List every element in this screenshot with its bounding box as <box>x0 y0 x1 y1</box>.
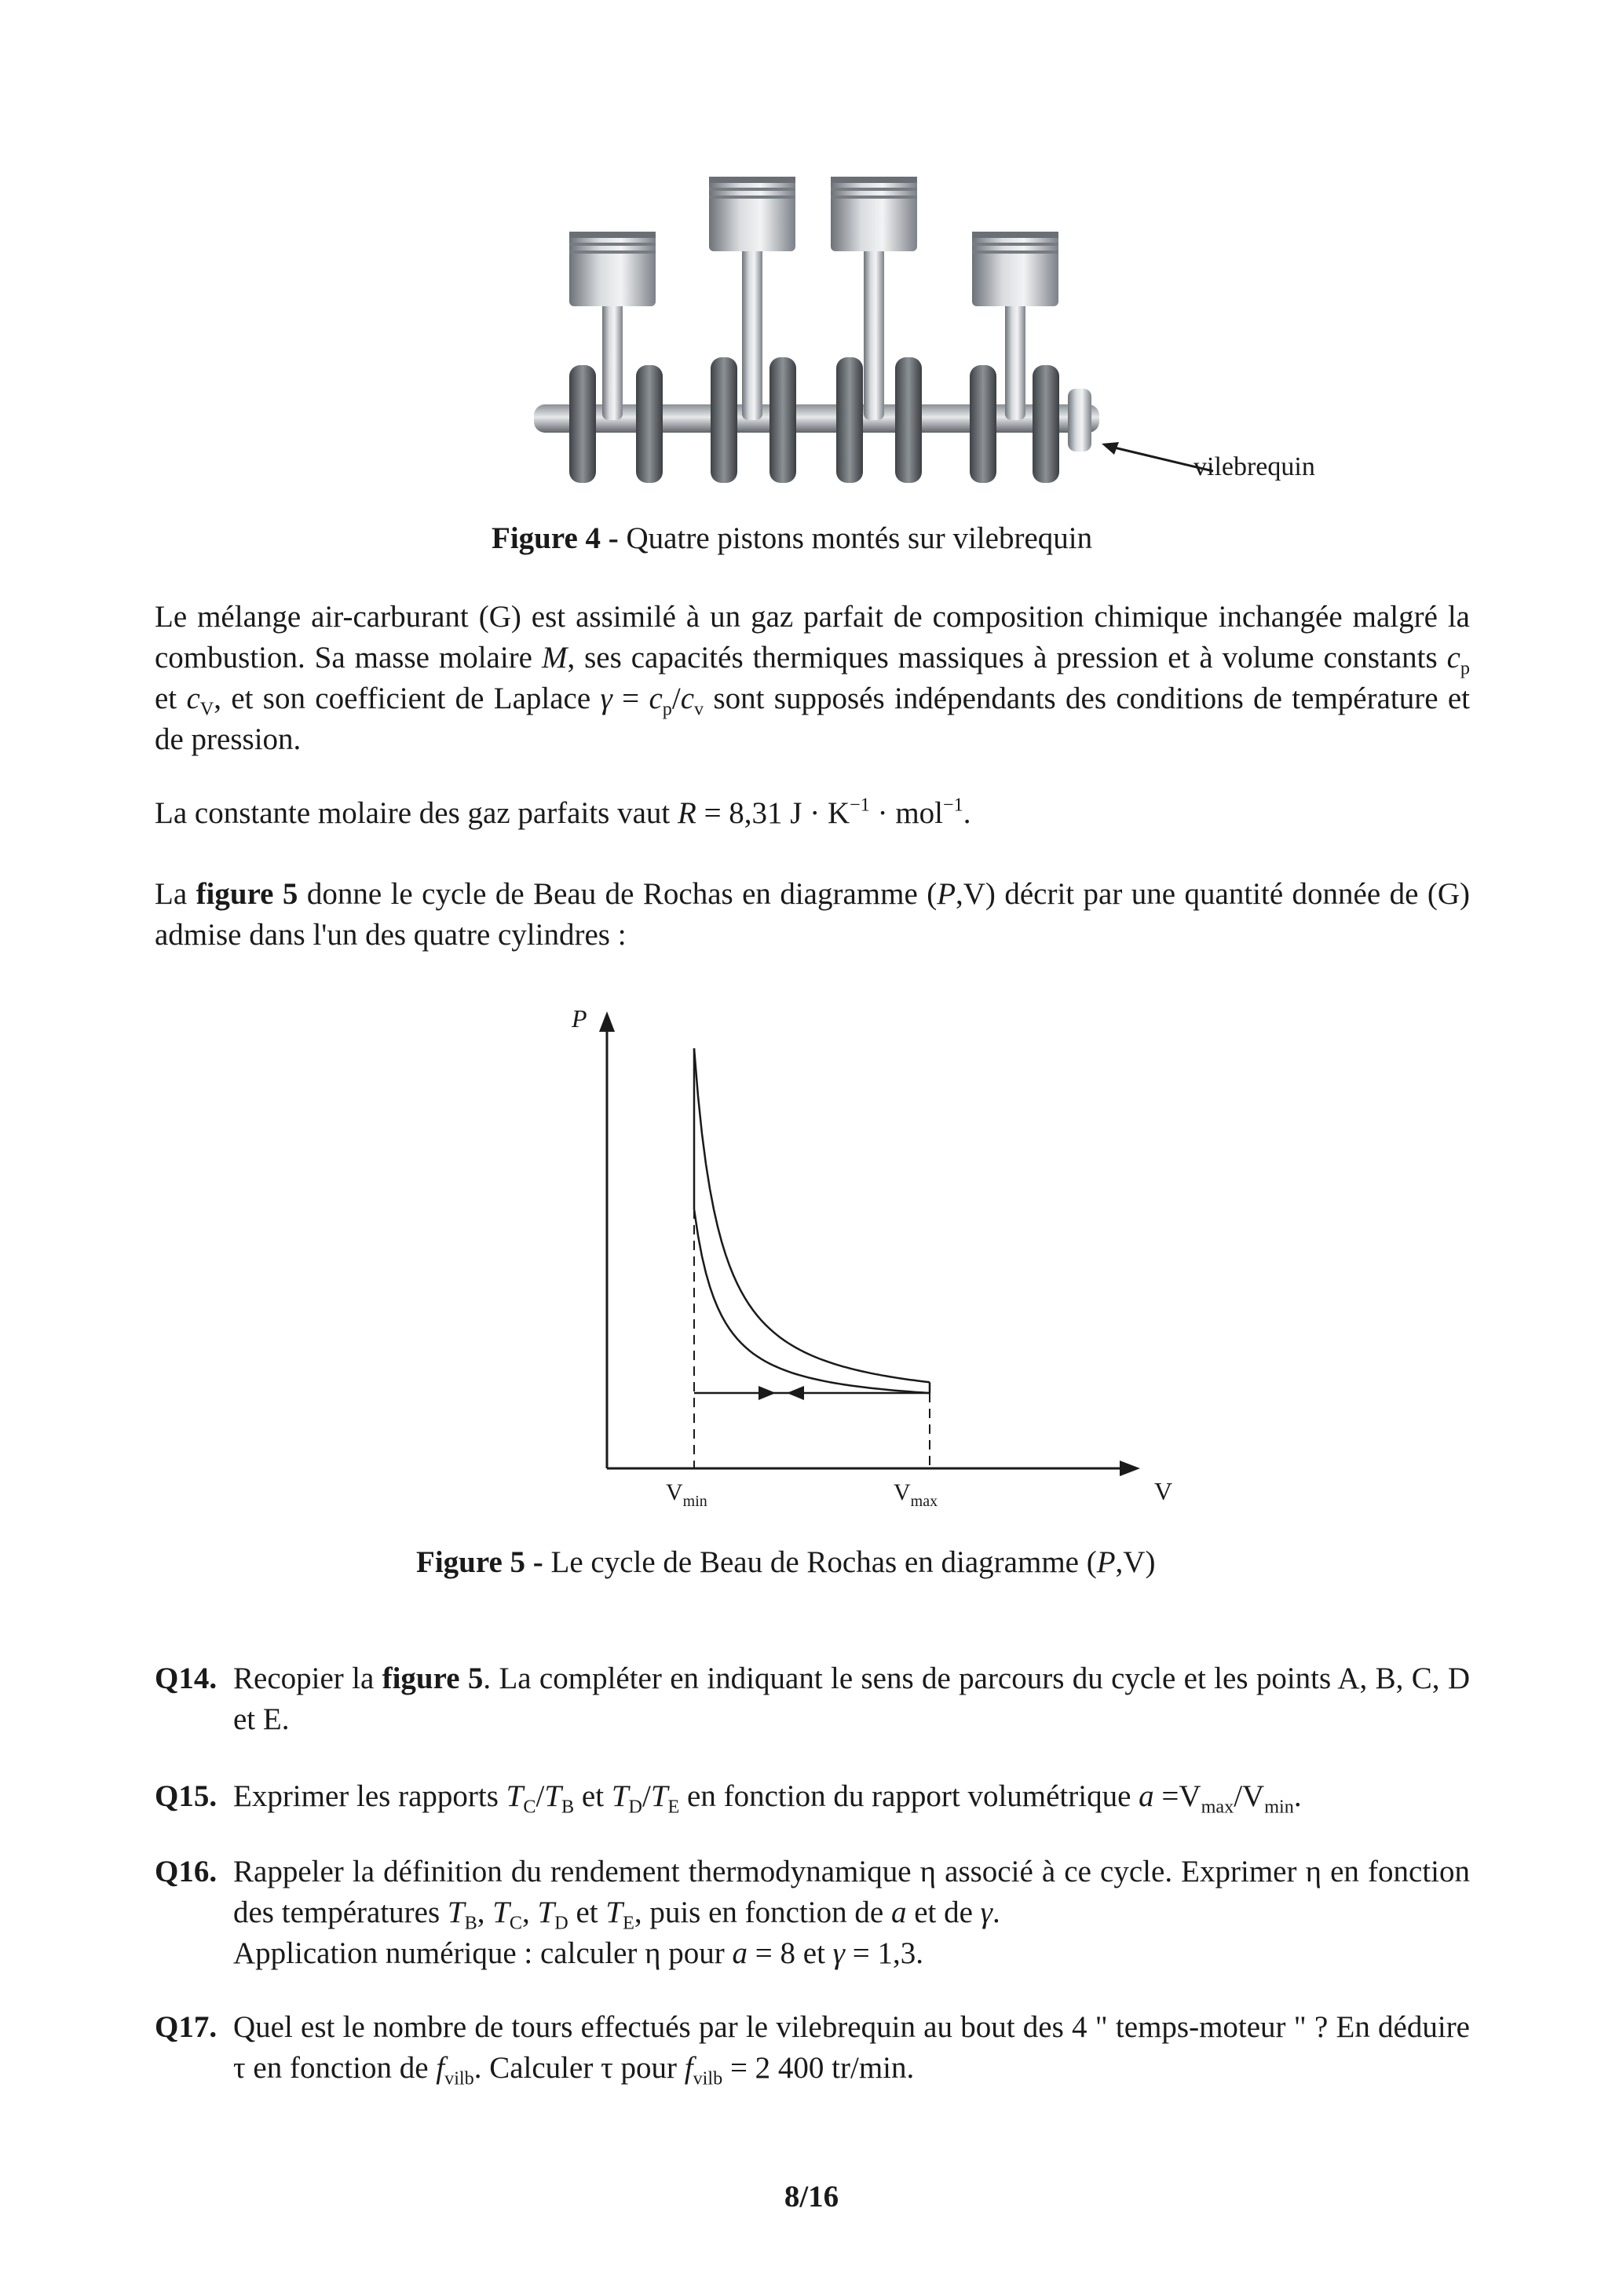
paragraph-gas-constant: La constante molaire des gaz parfaits vaut R = 8,31 $J \cdot K^{-1} \cdot mol^{-1}$. <box>155 794 971 830</box>
question-label: Q17. <box>155 2010 217 2044</box>
connecting-rods <box>602 216 1025 420</box>
chart-axes <box>599 1011 1140 1476</box>
chart-labels <box>571 1004 1172 1510</box>
question-label: Q16. <box>155 1855 217 1888</box>
y-axis-arrowhead <box>599 1011 615 1032</box>
pv-diagram <box>550 997 1178 1523</box>
upper-adiabatic-curve <box>694 1048 930 1382</box>
question-q16: Q16. Rappeler la définition du rendement thermodynamique η associé à ce cycle. Exprimer η en fonction des températures $T_B$, $T_C$, $T_D$ et $T_E$, puis en fonction de a et de γ. Application numérique : calculer η pour a = 8 et γ = 1,3. <box>155 1852 1470 1974</box>
pistons <box>569 177 1058 306</box>
figure4-caption-text: Quatre pistons montés sur vilebrequin <box>618 521 1093 555</box>
question-label: Q15. <box>155 1779 217 1813</box>
figure4-label: Figure 4 - <box>492 521 619 555</box>
x-axis-arrowhead <box>1120 1461 1140 1476</box>
tick-label-vmin-sub: min <box>682 1493 707 1510</box>
question-q17: Q17. Quel est le nombre de tours effectués par le vilebrequin au bout des 4 " temps-moteur " ? En déduire τ en fonction de $f_{vilb}$. Calculer τ pour $f_{vilb} = 2$ 400 tr/min. <box>155 2007 1470 2089</box>
y-axis-label: P <box>572 1004 587 1033</box>
page-number: 8/16 <box>784 2180 839 2214</box>
lower-adiabatic-curve <box>694 1209 930 1393</box>
question-label: Q14. <box>155 1662 217 1695</box>
isobar-arrow-right <box>758 1386 776 1400</box>
paragraph-figure5-intro: La figure 5 donne le cycle de Beau de Rochas en diagramme (P,V) décrit par une quantité donnée de (G) admise dans l'un des quatre cylindres : <box>155 877 1470 952</box>
chart-curves <box>694 1048 930 1468</box>
figure5-label: Figure 5 - <box>416 1545 543 1579</box>
question-q14: Q14. Recopier la figure 5. La compléter en indiquant le sens de parcours du cycle et les points A, B, C, D et E. <box>155 1658 1470 1740</box>
isobar-arrow-left <box>787 1386 804 1400</box>
flange <box>1068 389 1091 452</box>
figure5-caption: Figure 5 - Le cycle de Beau de Rochas en diagramme (P,V) <box>416 1545 1156 1579</box>
x-axis-label: V <box>1154 1477 1173 1505</box>
tick-label-vmax: $V_{max}$ <box>894 1479 938 1510</box>
question-q15: Q15. Exprimer les rapports $T_C/T_B$ et $T_D/T_E$ en fonction du rapport volumétrique $a =V_{max}/V_{min}$. <box>155 1776 1470 1817</box>
callout-label: vilebrequin <box>1193 452 1315 481</box>
figure4-caption <box>492 518 1092 559</box>
tick-label-vmax-sub: max <box>910 1493 938 1510</box>
paragraph-gas-description: Le mélange air-carburant (G) est assimilé à un gaz parfait de composition chimique inchangée malgré la combustion. Sa masse molaire M, ses capacités thermiques massiques à pression et à volume constants $c_p$ et $c_V$, et son coefficient de Laplace $\gamma = c_p/c_v$ sont supposés indépendants des conditions de température et de pression. <box>155 600 1470 756</box>
crankshaft-illustration <box>518 169 1115 506</box>
tick-label-vmin: $V_{min}$ <box>666 1479 707 1510</box>
